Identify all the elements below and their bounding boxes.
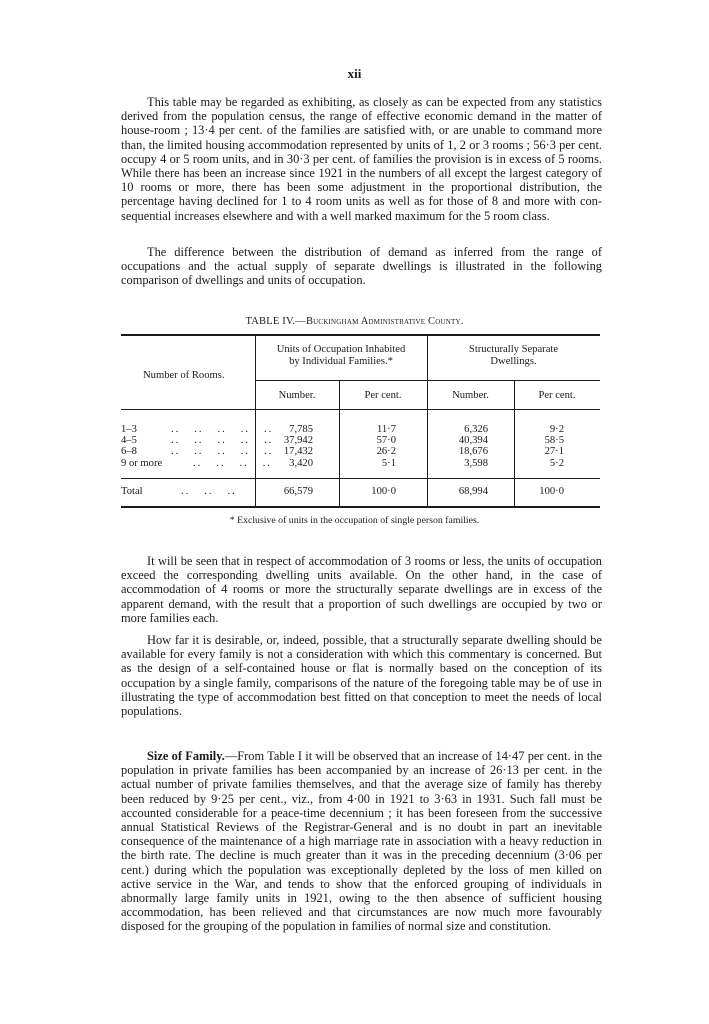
units-number: 37,942 — [283, 435, 313, 446]
page-number: xii — [347, 66, 362, 81]
table-footnote: * Exclusive of units in the occupation of single person families. — [229, 515, 480, 526]
total-units-percent: 100·0 — [371, 486, 396, 497]
table-top-rule — [121, 334, 600, 336]
dwellings-percent: 27·1 — [544, 446, 564, 457]
table-caption-prefix: TABLE IV.— — [245, 316, 306, 327]
units-number: 3,420 — [289, 458, 313, 469]
row-label: 1–3 — [121, 424, 137, 435]
total-dwellings-percent: 100·0 — [539, 486, 564, 497]
row-label: 6–8 — [121, 446, 137, 457]
group-header-dwellings-line1: Structurally Separate — [468, 344, 559, 355]
leader-dots: .. .. .. .. .. — [171, 424, 274, 435]
table-total-rule — [121, 478, 600, 479]
dwellings-percent: 9·2 — [549, 424, 564, 435]
col-header-dwellings-percent: Per cent. — [538, 390, 576, 401]
size-of-family-text: —From Table I it will be observed that an increase of 14·47 per cent. in the population in private families has been accompanied by an increase of 26·13 per cent. in the actual number of private families themselves, and that the average size of family has thereby been reduced by 9·25 per cent., viz., from 4·00 in 1921 to 3·63 in 1931. Such fall must be accounted considerable for a peace-time decennium ; it has been foreseen from the successive annual Statistical Reviews of the Registrar-General and is no doubt in part an inevitable consequence of the maintenance of a high marriage rate in association with a heavy reduction in the birth rate. The decline is much greater than it was in the preceding decennium (3·06 per cent.) during which the population was exceptionally depleted by the loss of men killed on active service in the War, and tends to show that the enforced grouping of individuals in abnormally large family units in 1921, owing to the then absence of sufficient housing accommodation, has been relieved and that circumstances are now much more favourably disposed for the grouping of the population in families of normal size and constitution. — [121, 749, 602, 934]
total-units-number: 66,579 — [283, 486, 313, 497]
group-header-units-line2: by Individual Families.* — [289, 356, 393, 367]
dwellings-number: 3,598 — [464, 458, 488, 469]
col-header-dwellings-number: Number. — [452, 390, 489, 401]
table-caption — [0, 316, 709, 327]
units-percent: 57·0 — [376, 435, 396, 446]
leader-dots: .. .. .. .. — [193, 458, 273, 469]
paragraph-house-room-demand: This table may be regarded as exhibiting, as closely as can be expected from any statistics derived from the population census, the range of effective economic demand in the matter of house-room ; 13·4 per cent. of the families are satisfied with, or are unable to command more than, the limited housing accommodation represented by units of 1, 2 or 3 rooms ; 56·3 per cent. occupy 4 or 5 room units, and in 30·3 per cent. of families the provision is in excess of 5 rooms. While there has been an increase since 1921 in the numbers of all except the largest category of 10 rooms or more, there has been some adjustment in the proportional distribution, the percentage having declined for 1 to 4 room units as well as for those of 8 and more with con-sequential increases elsewhere and with a well marked maximum for the 5 room class. — [121, 95, 602, 223]
leader-dots: .. .. .. .. .. — [171, 435, 274, 446]
col-header-units-number: Number. — [278, 390, 316, 401]
units-percent: 5·1 — [381, 458, 396, 469]
dwellings-percent: 58·5 — [544, 435, 564, 446]
group-header-units-line1: Units of Occupation Inhabited — [276, 344, 406, 355]
units-percent: 26·2 — [376, 446, 396, 457]
leader-dots: .. .. .. — [181, 486, 237, 497]
size-of-family-heading: Size of Family. — [147, 749, 225, 763]
units-number: 17,432 — [283, 446, 313, 457]
paragraph-occupation-vs-dwellings: It will be seen that in respect of accommodation of 3 rooms or less, the units of occupation exceed the corresponding dwelling units available. On the other hand, in the case of accommodation of 4 rooms or more the structurally separate dwellings are in excess of the apparent demand, with the result that a proportion of such dwellings are occupied by two or more families each. — [121, 554, 602, 625]
table-iv — [121, 334, 600, 508]
paragraph-size-of-family — [121, 749, 602, 934]
total-dwellings-number: 68,994 — [458, 486, 488, 497]
dwellings-percent: 5·2 — [549, 458, 564, 469]
row-label: 9 or more — [121, 458, 163, 469]
group-header-dwellings-line2: Dwellings. — [490, 356, 537, 367]
table-header-rule — [121, 409, 600, 410]
units-percent: 11·7 — [376, 424, 396, 435]
paragraph-demand-vs-supply: The difference between the distribution of demand as inferred from the range of occupations and the actual supply of separate dwellings is illustrated in the following comparison of dwellings and units of occupation. — [121, 245, 602, 288]
table-caption-title: Buckingham Administrative County. — [305, 316, 464, 327]
total-label: Total — [121, 486, 143, 497]
leader-dots: .. .. .. .. .. — [171, 446, 274, 457]
col-header-units-percent: Per cent. — [364, 390, 402, 401]
paragraph-separate-dwelling: How far it is desirable, or, indeed, possible, that a structurally separate dwelling should be available for every family is not a consideration with which this commentary is concerned. But as the design of a self-contained house or flat is normally based on the conception of its occupation by a single family, comparisons of the nature of the foregoing table may be of use in illustrating the type of accommodation best fitted on that conception to meet the needs of local populations. — [121, 633, 602, 719]
table-bottom-rule — [121, 506, 600, 508]
dwellings-number: 18,676 — [458, 446, 488, 457]
dwellings-number: 6,326 — [464, 424, 488, 435]
units-number: 7,785 — [289, 424, 313, 435]
dwellings-number: 40,394 — [458, 435, 488, 446]
row-header: Number of Rooms. — [143, 370, 225, 381]
row-label: 4–5 — [121, 435, 137, 446]
